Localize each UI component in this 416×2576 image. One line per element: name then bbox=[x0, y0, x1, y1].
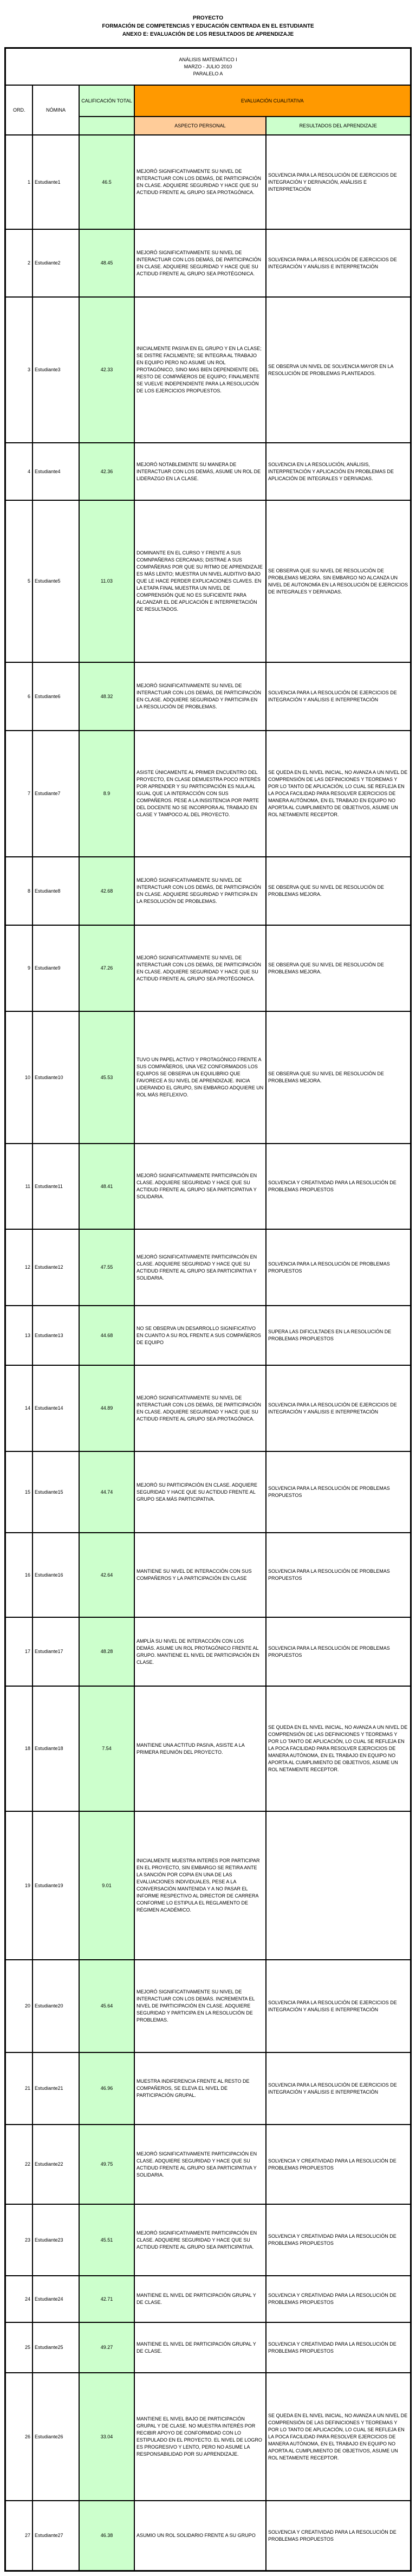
score-cell: 42.71 bbox=[79, 2276, 134, 2322]
personal-aspect-cell: INICIALMENTE PASIVA EN EL GRUPO Y EN LA CLASE; SE DISTRE FACILMENTE; SE INTEGRA AL TRABAJO EN EQUIPO PERO NO ASUME UN ROL PROTAGÓNICO, SINO MAS BIEN DEPENDIENTE DEL RESTO DE COMPAÑEROS DE EQUIPO; FINALMENTE SE VUELVE INDEPENDIENTE PARA LA RESOLUCIÓN DE LOS EJERCICIOS PROPUESTOS. bbox=[134, 297, 266, 443]
score-cell: 42.68 bbox=[79, 857, 134, 925]
learning-results-cell: SOLVENCIA PARA LA RESOLUCIÓN DE EJERCICIOS DE INTEGRACIÓN Y ANÁLISIS E INTERPRETACIÓN bbox=[266, 2052, 411, 2125]
student-name-cell: Estudiante7 bbox=[32, 731, 79, 857]
ord-cell: 19 bbox=[5, 1811, 32, 1960]
document-page bbox=[0, 14, 416, 2572]
score-cell: 46.38 bbox=[79, 2501, 134, 2571]
ord-cell: 5 bbox=[5, 500, 32, 662]
student-name-cell: Estudiante24 bbox=[32, 2276, 79, 2322]
ord-cell: 26 bbox=[5, 2373, 32, 2501]
score-cell: 45.51 bbox=[79, 2204, 134, 2276]
ord-cell: 23 bbox=[5, 2204, 32, 2276]
student-row bbox=[5, 1144, 411, 1229]
document-title-line1: PROYECTO bbox=[193, 15, 223, 21]
score-cell: 9.01 bbox=[79, 1811, 134, 1960]
student-row bbox=[5, 1617, 411, 1686]
document-title-line2: FORMACIÓN DE COMPETENCIAS Y EDUCACIÓN CENTRADA EN EL ESTUDIANTE bbox=[102, 23, 314, 29]
personal-aspect-cell: MEJORÓ SIGNIFICATIVAMENTE SU NIVEL DE INTERACTUAR CON LOS DEMÁS, DE PARTICIPACIÓN EN CLASE. ADQUIERE SEGURIDAD Y HACE QUE SU ACTIDUD FRENTE AL GRUPO SEA PROTAGÓNICA. bbox=[134, 1365, 266, 1451]
course-caption bbox=[5, 48, 411, 86]
personal-aspect-cell: ASUMIO UN ROL SOLIDARIO FRENTE A SU GRUPO bbox=[134, 2501, 266, 2571]
student-name-cell: Estudiante13 bbox=[32, 1306, 79, 1365]
student-row bbox=[5, 2204, 411, 2276]
score-cell: 47.55 bbox=[79, 1229, 134, 1306]
learning-results-cell: SE QUEDA EN EL NIVEL INICIAL, NO AVANZA A UN NIVEL DE COMPRENSIÓN DE LAS DEFINICIONES Y TEOREMAS Y POR LO TANTO DE APLICACIÓN, LO CUAL SE REFLEJA EN LA POCA FACILIDAD PARA RESOLVER EJERCICIOS DE MANERA AUTÓNOMA, EN EL TRABAJO EN EQUIPO NO APORTA AL CUMPLIMIENTO DE OBJETIVOS, ASUME UN ROL NETAMENTE RECEPTOR. bbox=[266, 731, 411, 857]
personal-aspect-cell: MEJORÓ NOTABLEMENTE SU MANERA DE INTERACTUAR CON LOS DEMÁS, ASUME UN ROL DE LIDERAZGO EN LA CLASE. bbox=[134, 443, 266, 500]
document-title-line3: ANEXO E: EVALUACIÓN DE LOS RESULTADOS DE APRENDIZAJE bbox=[122, 31, 294, 37]
learning-results-cell: SOLVENCIA PARA LA RESOLUCIÓN DE EJERCICIOS DE INTEGRACIÓN Y ANÁLISIS E INTERPRETACIÓN bbox=[266, 1960, 411, 2052]
ord-cell: 9 bbox=[5, 925, 32, 1011]
ord-cell: 6 bbox=[5, 662, 32, 731]
ord-cell: 3 bbox=[5, 297, 32, 443]
ord-cell: 22 bbox=[5, 2125, 32, 2204]
student-name-cell: Estudiante1 bbox=[32, 135, 79, 229]
student-row bbox=[5, 1011, 411, 1144]
score-cell: 46.5 bbox=[79, 135, 134, 229]
ord-cell: 27 bbox=[5, 2501, 32, 2571]
student-row bbox=[5, 443, 411, 500]
score-cell: 45.64 bbox=[79, 1960, 134, 2052]
learning-results-cell: SE OBSERVA QUE SU NIVEL DE RESOLUCIÓN DE PROBLEMAS MEJORA. bbox=[266, 857, 411, 925]
learning-results-cell bbox=[266, 1811, 411, 1960]
learning-results-cell: SOLVENCIA PARA LA RESOLUCIÓN DE EJERCICIOS DE INTEGRACIÓN Y ANÁLISIS E INTERPRETACIÓN bbox=[266, 229, 411, 297]
score-cell: 49.27 bbox=[79, 2322, 134, 2373]
learning-results-cell: SE QUEDA EN EL NIVEL INICIAL, NO AVANZA A UN NIVEL DE COMPRENSIÓN DE LAS DEFINICIONES Y TEOREMAS Y POR LO TANTO DE APLICACIÓN, LO CUAL SE REFLEJA EN LA POCA FACILIDAD PARA RESOLVER EJERCICIOS DE MANERA AUTÓNOMA, EN EL TRABAJO EN EQUIPO NO APORTA AL CUMPLIMIENTO DE OBJETIVOS, ASUME UN ROL NETAMENTE RECEPTOR. bbox=[266, 1686, 411, 1811]
score-cell: 44.68 bbox=[79, 1306, 134, 1365]
student-name-cell: Estudiante19 bbox=[32, 1811, 79, 1960]
student-name-cell: Estudiante11 bbox=[32, 1144, 79, 1229]
course-caption-row bbox=[5, 48, 411, 86]
learning-results-cell: SOLVENCIA Y CREATIVIDAD PARA LA RESOLUCIÓN DE PROBLEMAS PROPUESTOS bbox=[266, 2276, 411, 2322]
personal-aspect-cell: MANTIENE UNA ACTITUD PASIVA, ASISTE A LA PRIMERA REUNIÓN DEL PROYECTO. bbox=[134, 1686, 266, 1811]
learning-results-cell: SOLVENCIA PARA LA RESOLUCIÓN DE PROBLEMAS PROPUESTOS bbox=[266, 1533, 411, 1617]
learning-results-cell: SUPERA LAS DIFICULTADES EN LA RESOLUCIÓN DE PROBLEMAS PROPUESTOS bbox=[266, 1306, 411, 1365]
personal-aspect-cell: MANTIENE EL NIVEL DE PARTICIPACIÓN GRUPAL Y DE CLASE. bbox=[134, 2322, 266, 2373]
personal-aspect-cell: MEJORÓ SIGNIFICATIVAMENTE SU NIVEL DE INTERACTUAR CON LOS DEMÁS, DE PARTICIPACIÓN EN CLASE. ADQUIERE SEGURIDAD Y PARTICIPA EN LA RESOLUCIÓN DE PROBLEMAS. bbox=[134, 857, 266, 925]
learning-results-cell: SOLVENCIA Y CREATIVIDAD PARA LA RESOLUCIÓN DE PROBLEMAS PROPUESTOS bbox=[266, 2501, 411, 2571]
personal-aspect-cell: AMPLÍA SU NIVEL DE INTERACCIÓN CON LOS DEMÁS. ASUME UN ROL PROTAGÓNICO FRENTE AL GRUPO. MANTIENE EL NIVEL DE PARTICIPACIÓN EN CLASE. bbox=[134, 1617, 266, 1686]
student-name-cell: Estudiante3 bbox=[32, 297, 79, 443]
student-name-cell: Estudiante6 bbox=[32, 662, 79, 731]
learning-results-cell: SOLVENCIA EN LA RESOLUCIÓN, ANÁLISIS, INTERPRETACIÓN Y APLICACIÓN EN PROBLEMAS DE APLICACIÓN DE INTEGRALES Y DERIVADAS. bbox=[266, 443, 411, 500]
personal-aspect-cell: MEJORÓ SIGNIFICATIVAMENTE SU NIVEL DE INTERACTUAR CON LOS DEMÁS, DE PARTICIPACIÓN EN CLASE. ADQUIERE SEGURIDAD Y PARTICIPA EN LA RESOLUCIÓN DE PROBLEMAS. bbox=[134, 662, 266, 731]
student-name-cell: Estudiante10 bbox=[32, 1011, 79, 1144]
student-name-cell: Estudiante27 bbox=[32, 2501, 79, 2571]
score-cell: 42.33 bbox=[79, 297, 134, 443]
student-name-cell: Estudiante26 bbox=[32, 2373, 79, 2501]
learning-results-cell: SOLVENCIA PARA LA RESOLUCIÓN DE PROBLEMAS PROPUESTOS bbox=[266, 1229, 411, 1306]
score-cell: 48.45 bbox=[79, 229, 134, 297]
student-row bbox=[5, 1811, 411, 1960]
ord-cell: 13 bbox=[5, 1306, 32, 1365]
col-header-calificacion: CALIFICACIÓN TOTAL bbox=[79, 85, 134, 117]
student-row bbox=[5, 731, 411, 857]
col-header-resultados: RESULTADOS DEL APRENDIZAJE bbox=[266, 117, 411, 135]
personal-aspect-cell: INICIALMENTE MUESTRA INTERÉS POR PARTICIPAR EN EL PROYECTO, SIN EMBARGO SE RETIRA ANTE LA SANCIÓN POR COPIA EN UNA DE LAS EVALUACIONES INDIVIDUALES, PESE A LA CONVERSACIÓN MANTENIDA Y A NO PASAR EL INFORME RESPECTIVO AL DIRECTOR DE CARRERA CONFORME LO ESTIPULA EL REGLAMENTO DE RÉGIMEN ACADÉMICO. bbox=[134, 1811, 266, 1960]
student-name-cell: Estudiante21 bbox=[32, 2052, 79, 2125]
student-row bbox=[5, 662, 411, 731]
student-row bbox=[5, 297, 411, 443]
score-cell: 7.54 bbox=[79, 1686, 134, 1811]
personal-aspect-cell: TUVO UN PAPEL ACTIVO Y PROTAGÓNICO FRENTE A SUS COMPAÑEROS, UNA VEZ CONFORMADOS LOS EQUIPOS SE OBSERVA UN EQUILIBRIO QUE FAVORECE A SU NIVEL DE APRENDIZAJE. INICIA LIDERANDO EL GRUPO, SIN EMBARGO ADQUIERE UN ROL MÁS REFLEXIVO. bbox=[134, 1011, 266, 1144]
score-cell: 44.74 bbox=[79, 1451, 134, 1533]
personal-aspect-cell: MEJORÓ SIGNIFICATIVAMENTE SU NIVEL DE INTERACTUAR CON LOS DEMÁS. INCREMENTA EL NIVEL DE PARTICIPACIÓN EN CLASE. ADQUIERE SEGURIDAD Y PARTICIPA EN LA RESOLUCIÓN DE PROBLEMAS. bbox=[134, 1960, 266, 2052]
student-name-cell: Estudiante15 bbox=[32, 1451, 79, 1533]
score-cell: 48.32 bbox=[79, 662, 134, 731]
learning-results-cell: SOLVENCIA PARA LA RESOLUCIÓN DE EJERCICIOS DE INTEGRACIÓN Y DERIVACIÓN, ANÁLISIS E INTERPRETACIÓN bbox=[266, 135, 411, 229]
course-section: PARALELO A bbox=[193, 70, 223, 76]
personal-aspect-cell: MUESTRA INDIFERENCIA FRENTE AL RESTO DE COMPAÑEROS, SE ELEVA EL NIVEL DE PARTICIPACIÓN GRUPAL. bbox=[134, 2052, 266, 2125]
learning-results-cell: SOLVENCIA Y CREATIVIDAD PARA LA RESOLUCIÓN DE PROBLEMAS PROPUESTOS bbox=[266, 2125, 411, 2204]
learning-results-cell: SOLVENCIA Y CREATIVIDAD PARA LA RESOLUCIÓN DE PROBLEMAS PROPUESTOS bbox=[266, 1144, 411, 1229]
student-row bbox=[5, 1960, 411, 2052]
student-row bbox=[5, 2501, 411, 2571]
student-row bbox=[5, 1533, 411, 1617]
ord-cell: 20 bbox=[5, 1960, 32, 2052]
student-row bbox=[5, 1229, 411, 1306]
student-name-cell: Estudiante2 bbox=[32, 229, 79, 297]
personal-aspect-cell: MEJORÓ SIGNIFICATIVAMENTE PARTICIPACIÓN EN CLASE. ADQUIERE SEGURIDAD Y HACE QUE SU ACTIDUD FRENTE AL GRUPO SEA PARTICIPATIVA Y SOLIDARIA. bbox=[134, 1229, 266, 1306]
col-header-aspecto-personal: ASPECTO PERSONAL bbox=[134, 117, 266, 135]
student-name-cell: Estudiante8 bbox=[32, 857, 79, 925]
score-cell: 44.89 bbox=[79, 1365, 134, 1451]
col-header-evaluacion: EVALUACIÓN CUALITATIVA bbox=[134, 85, 411, 117]
learning-results-cell: SE OBSERVA QUE SU NIVEL DE RESOLUCIÓN DE PROBLEMAS MEJORA. bbox=[266, 1011, 411, 1144]
student-name-cell: Estudiante23 bbox=[32, 2204, 79, 2276]
student-row bbox=[5, 229, 411, 297]
student-row bbox=[5, 135, 411, 229]
score-cell: 48.41 bbox=[79, 1144, 134, 1229]
student-row bbox=[5, 500, 411, 662]
student-row bbox=[5, 2373, 411, 2501]
learning-results-cell: SOLVENCIA Y CREATIVIDAD PARA LA RESOLUCIÓN DE PROBLEMAS PROPUESTOS bbox=[266, 2204, 411, 2276]
col-header-calificacion-spacer bbox=[79, 117, 134, 135]
learning-results-cell: SE OBSERVA QUE SU NIVEL DE RESOLUCIÓN DE PROBLEMAS MEJORA. bbox=[266, 925, 411, 1011]
ord-cell: 14 bbox=[5, 1365, 32, 1451]
personal-aspect-cell: MEJORÓ SU PARTICIPACIÓN EN CLASE. ADQUIERE SEGURIDAD Y HACE QUE SU ACTIDUD FRENTE AL GRUPO SEA MÁS PARTICIPATIVA. bbox=[134, 1451, 266, 1533]
student-name-cell: Estudiante16 bbox=[32, 1533, 79, 1617]
student-name-cell: Estudiante9 bbox=[32, 925, 79, 1011]
student-row bbox=[5, 2276, 411, 2322]
student-row bbox=[5, 1306, 411, 1365]
student-name-cell: Estudiante5 bbox=[32, 500, 79, 662]
student-row bbox=[5, 1365, 411, 1451]
ord-cell: 8 bbox=[5, 857, 32, 925]
learning-results-cell: SOLVENCIA PARA LA RESOLUCIÓN DE PROBLEMAS PROPUESTOS bbox=[266, 1451, 411, 1533]
table-header-row bbox=[5, 85, 411, 117]
student-row bbox=[5, 925, 411, 1011]
learning-results-cell: SOLVENCIA PARA LA RESOLUCIÓN DE EJERCICIOS DE INTEGRACIÓN Y ANÁLISIS E INTERPRETACIÓN bbox=[266, 1365, 411, 1451]
col-header-ord: ORD. bbox=[5, 85, 32, 135]
score-cell: 46.96 bbox=[79, 2052, 134, 2125]
personal-aspect-cell: ASISTE ÚNICAMENTE AL PRIMER ENCUENTRO DEL PROYECTO, EN CLASE DEMUESTRA POCO INTERÉS POR APRENDER Y SU PARTICIPACIÓN ES NULA AL IGUAL QUE LA INTERACCIÓN CON SUS COMPAÑEROS. PESE A LA INSISTENCIA POR PARTE DEL DOCENTE NO SE INCORPORA AL TRABAJO EN CLASE Y TAMPOCO AL DEL PROYECTO. bbox=[134, 731, 266, 857]
ord-cell: 15 bbox=[5, 1451, 32, 1533]
learning-results-cell: SE OBSERVA QUE SU NIVEL DE RESOLUCIÓN DE PROBLEMAS MEJORA. SIN EMBARGO NO ALCANZA UN NIVEL DE AUTONOMÍA EN LA RESOLUCIÓN DE EJERCICIOS DE INTEGRALES Y DERIVADAS. bbox=[266, 500, 411, 662]
student-name-cell: Estudiante17 bbox=[32, 1617, 79, 1686]
student-name-cell: Estudiante12 bbox=[32, 1229, 79, 1306]
score-cell: 33.04 bbox=[79, 2373, 134, 2501]
ord-cell: 4 bbox=[5, 443, 32, 500]
score-cell: 47.26 bbox=[79, 925, 134, 1011]
personal-aspect-cell: MEJORÓ SIGNIFICATIVAMENTE SU NIVEL DE INTERACTUAR CON LOS DEMÁS, DE PARTICIPACIÓN EN CLASE. ADQUIERE SEGURIDAD Y HACE QUE SU ACTIDUD FRENTE AL GRUPO SEA PROTAGÓNICA. bbox=[134, 135, 266, 229]
col-header-nomina: NÓMINA bbox=[32, 85, 79, 135]
student-row bbox=[5, 857, 411, 925]
personal-aspect-cell: MEJORÓ SIGNIFICATIVAMENTE PARTICIPACIÓN EN CLASE. ADQUIERE SEGURIDAD Y HACE QUE SU ACTIDUD FRENTE AL GRUPO SEA PARTICIPATIVA Y SOLIDARIA. bbox=[134, 1144, 266, 1229]
ord-cell: 2 bbox=[5, 229, 32, 297]
score-cell: 42.64 bbox=[79, 1533, 134, 1617]
student-name-cell: Estudiante14 bbox=[32, 1365, 79, 1451]
learning-results-cell: SOLVENCIA PARA LA RESOLUCIÓN DE PROBLEMAS PROPUESTOS bbox=[266, 1617, 411, 1686]
student-row bbox=[5, 2322, 411, 2373]
score-cell: 49.75 bbox=[79, 2125, 134, 2204]
personal-aspect-cell: MEJORÓ SIGNIFICATIVAMENTE PARTICIPACIÓN EN CLASE. ADQUIERE SEGURIDAD Y HACE QUE SU ACTIDUD FRENTE AL GRUPO SEA PARTICIPATIVA. bbox=[134, 2204, 266, 2276]
personal-aspect-cell: MEJORÓ SIGNIFICATIVAMENTE SU NIVEL DE INTERACTUAR CON LOS DEMÁS, DE PARTICIPACIÓN EN CLASE. ADQUIERE SEGURIDAD Y HACE QUE SU ACTIDUD FRENTE AL GRUPO SEA PROTÉGONICA. bbox=[134, 229, 266, 297]
ord-cell: 25 bbox=[5, 2322, 32, 2373]
learning-results-cell: SE OBSERVA UN NIVEL DE SOLVENCIA MAYOR EN LA RESOLUCIÓN DE PROBLEMAS PLANTEADOS. bbox=[266, 297, 411, 443]
ord-cell: 10 bbox=[5, 1011, 32, 1144]
student-row bbox=[5, 1451, 411, 1533]
personal-aspect-cell: MEJORÓ SIGNIFICATIVAMENTE PARTICIPACIÓN EN CLASE. ADQUIERE SEGURIDAD Y HACE QUE SU ACTIDUD FRENTE AL GRUPO SEA PARTICIPATIVA Y SOLIDARIA. bbox=[134, 2125, 266, 2204]
score-cell: 45.53 bbox=[79, 1011, 134, 1144]
evaluation-table bbox=[4, 47, 411, 2572]
student-name-cell: Estudiante20 bbox=[32, 1960, 79, 2052]
student-row bbox=[5, 1686, 411, 1811]
learning-results-cell: SE QUEDA EN EL NIVEL INICIAL, NO AVANZA A UN NIVEL DE COMPRENSIÓN DE LAS DEFINICIONES Y TEOREMAS Y POR LO TANTO DE APLICACIÓN, LO CUAL SE REFLEJA EN LA POCA FACILIDAD PARA RESOLVER EJERCICIOS DE MANERA AUTÓNOMA, EN EL TRABAJO EN EQUIPO NO APORTA AL CUMPLIMIENTO DE OBJETIVOS, ASUME UN ROL NETAMENTE RECEPTOR. bbox=[266, 2373, 411, 2501]
personal-aspect-cell: MANTIENE EL NIVEL DE PARTICIPACIÓN GRUPAL Y DE CLASE. bbox=[134, 2276, 266, 2322]
student-name-cell: Estudiante18 bbox=[32, 1686, 79, 1811]
student-row bbox=[5, 2125, 411, 2204]
score-cell: 48.28 bbox=[79, 1617, 134, 1686]
learning-results-cell: SOLVENCIA PARA LA RESOLUCIÓN DE EJERCICIOS DE INTEGRACIÓN Y ANÁLISIS E INTERPRETACIÓN bbox=[266, 662, 411, 731]
personal-aspect-cell: MANTIENE EL NIVEL BAJO DE PARTICIPACIÓN GRUPAL Y DE CLASE. NO MUESTRA INTERÉS POR RECIBIR APOYO DE CONFORMIDAD CON LO ESTIPULADO EN EL PROYECTO. EL NIVEL DE LOGRO ES PROGRESIVO Y LENTO, PERO NO ASUME LA RESPONSABILIDAD POR SU APRENDIZAJE. bbox=[134, 2373, 266, 2501]
personal-aspect-cell: MANTIENE SU NIVEL DE INTERACCIÓN CON SUS COMPAÑEROS Y LA PARTICIPACIÓN EN CLASE bbox=[134, 1533, 266, 1617]
document-title bbox=[0, 14, 416, 38]
student-name-cell: Estudiante25 bbox=[32, 2322, 79, 2373]
ord-cell: 21 bbox=[5, 2052, 32, 2125]
ord-cell: 16 bbox=[5, 1533, 32, 1617]
ord-cell: 1 bbox=[5, 135, 32, 229]
course-subject: ANÁLISIS MATEMÁTICO I bbox=[179, 56, 237, 62]
personal-aspect-cell: MEJORÓ SIGNIFICATIVAMENTE SU NIVEL DE INTERACTUAR CON LOS DEMÁS, DE PARTICIPACIÓN EN CLASE. ADQUIERE SEGURIDAD Y HACE QUE SU ACTIDUD FRENTE AL GRUPO SEA PROTÉGONICA. bbox=[134, 925, 266, 1011]
ord-cell: 11 bbox=[5, 1144, 32, 1229]
student-name-cell: Estudiante4 bbox=[32, 443, 79, 500]
ord-cell: 17 bbox=[5, 1617, 32, 1686]
student-name-cell: Estudiante22 bbox=[32, 2125, 79, 2204]
ord-cell: 12 bbox=[5, 1229, 32, 1306]
score-cell: 8.9 bbox=[79, 731, 134, 857]
students-tbody bbox=[5, 135, 411, 2571]
personal-aspect-cell: NO SE OBSERVA UN DESARROLLO SIGNIFICATIVO EN CUANTO A SU ROL FRENTE A SUS COMPAÑEROS DE EQUIPO bbox=[134, 1306, 266, 1365]
learning-results-cell: SOLVENCIA Y CREATIVIDAD PARA LA RESOLUCIÓN DE PROBLEMAS PROPUESTOS bbox=[266, 2322, 411, 2373]
student-row bbox=[5, 2052, 411, 2125]
score-cell: 42.36 bbox=[79, 443, 134, 500]
ord-cell: 18 bbox=[5, 1686, 32, 1811]
ord-cell: 7 bbox=[5, 731, 32, 857]
personal-aspect-cell: DOMINANTE EN EL CURSO Y FRENTE A SUS COMNPAÑERAS CERCANAS; DISTRAE A SUS COMPAÑERAS POR QUE SU RITMO DE APRENDIZAJE ES MÁS LENTO; MUESTRA UN NIVEL AUDITIVO BAJO QUE LE HACE PERDER EXPLICACIONES CLAVES. EN LA ETAPA FINAL MUESTRA UN NIVEL DE COMPRENSIÓN QUE NO ES SUFICIENTE PARA ALCANZAR EL DE APLICACIÓN E INTERPRETACIÓN DE RESULTADOS. bbox=[134, 500, 266, 662]
score-cell: 11.03 bbox=[79, 500, 134, 662]
course-period: MARZO - JULIO 2010 bbox=[184, 63, 232, 69]
ord-cell: 24 bbox=[5, 2276, 32, 2322]
